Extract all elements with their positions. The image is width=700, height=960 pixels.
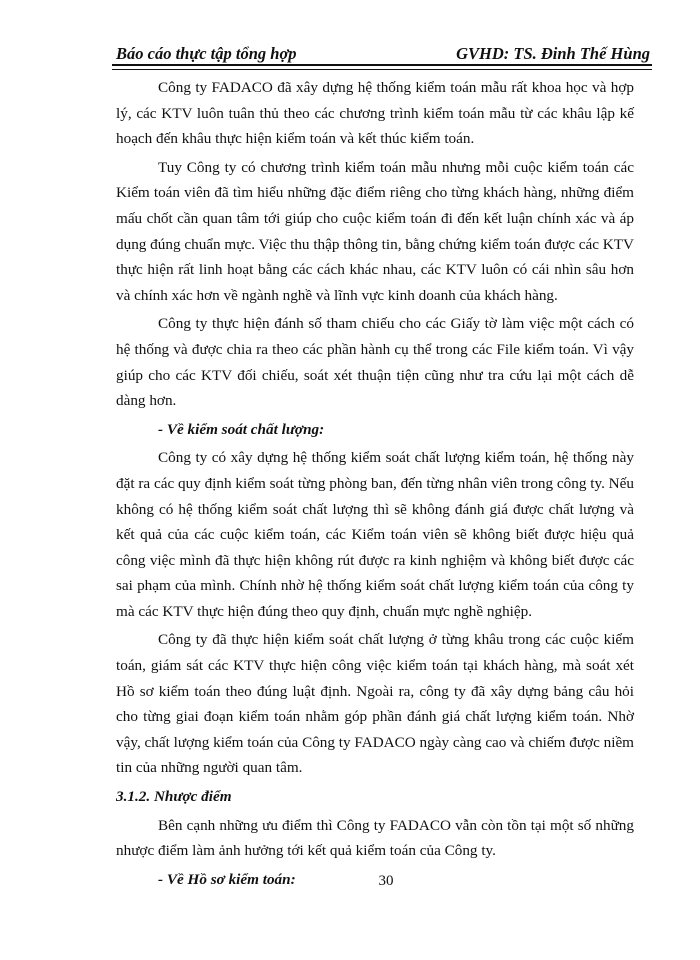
- page-number: 30: [378, 873, 394, 889]
- paragraph: Công ty FADACO đã xây dựng hệ thống kiểm toán mẫu rất khoa học và hợp lý, các KTV luôn tuân thủ theo các chương trình kiểm toán mẫu từ các khâu lập kế hoạch đến khâu thực hiện kiểm toán và kết thúc kiểm toán.: [116, 79, 634, 148]
- subheading-quality-control: - Về kiểm soát chất lượng:: [158, 420, 325, 438]
- paragraph: Công ty có xây dựng hệ thống kiểm soát chất lượng kiểm toán, hệ thống này đặt ra các quy định kiểm soát từng phòng ban, đến từng nhân viên trong công ty. Nếu không có hệ thống kiểm soát chất lượng thì sẽ không đánh giá được chất lượng và kết quả của các cuộc kiểm toán, các Kiểm toán viên sẽ không biết được hiệu quả công việc mình đã thực hiện không rút được ra kinh nghiệm và không biết được các sai phạm của mình. Chính nhờ hệ thống kiểm soát chất lượng kiểm toán của công ty mà các KTV thực hiện đúng theo quy định, chuẩn mực nghề nghiệp.: [116, 449, 634, 620]
- header-title: Báo cáo thực tập tổng hợp: [116, 44, 297, 63]
- paragraph: Bên cạnh những ưu điểm thì Công ty FADACO vẫn còn tồn tại một số những nhược điểm làm ảnh hưởng tới kết quả kiểm toán của Công ty.: [116, 816, 634, 860]
- header-rule-thick: [112, 64, 652, 66]
- page-header: [116, 38, 650, 64]
- header-rule-thin: [112, 69, 652, 70]
- header-supervisor: GVHD: TS. Đinh Thế Hùng: [456, 44, 650, 63]
- subheading-audit-records: - Về Hồ sơ kiểm toán:: [158, 870, 296, 888]
- paragraph: Công ty thực hiện đánh số tham chiếu cho các Giấy tờ làm việc một cách có hệ thống và được chia ra theo các phần hành cụ thể trong các File kiểm toán. Vì vậy giúp cho các KTV đối chiếu, soát xét thuận tiện cũng như tra cứu lại một cách dễ dàng hơn.: [116, 315, 634, 410]
- paragraph: Tuy Công ty có chương trình kiểm toán mẫu nhưng mỗi cuộc kiểm toán các Kiểm toán viên đã tìm hiểu những đặc điểm riêng cho từng khách hàng, những điểm mấu chốt cần quan tâm tới giúp cho cuộc kiểm toán đi đến kết luận chính xác và áp dụng đúng chuẩn mực. Việc thu thập thông tin, bằng chứng kiểm toán được các KTV thực hiện rất linh hoạt bằng các cách khác nhau, các KTV luôn có cái nhìn sâu hơn và chính xác hơn về ngành nghề và lĩnh vực kinh doanh của khách hàng.: [116, 158, 634, 304]
- paragraph: Công ty đã thực hiện kiểm soát chất lượng ở từng khâu trong các cuộc kiểm toán, giám sát các KTV thực hiện công việc kiểm toán tại khách hàng, mà soát xét Hồ sơ kiểm toán theo đúng luật định. Ngoài ra, công ty đã xây dựng bảng câu hỏi cho từng giai đoạn kiểm toán nhằm góp phần đánh giá chất lượng kiểm toán. Nhờ vậy, chất lượng kiểm toán của Công ty FADACO ngày càng cao và chiếm được niềm tin của những người quan tâm.: [116, 631, 634, 777]
- section-heading-weaknesses: 3.1.2. Nhược điểm: [116, 788, 232, 806]
- page-body: [116, 75, 634, 895]
